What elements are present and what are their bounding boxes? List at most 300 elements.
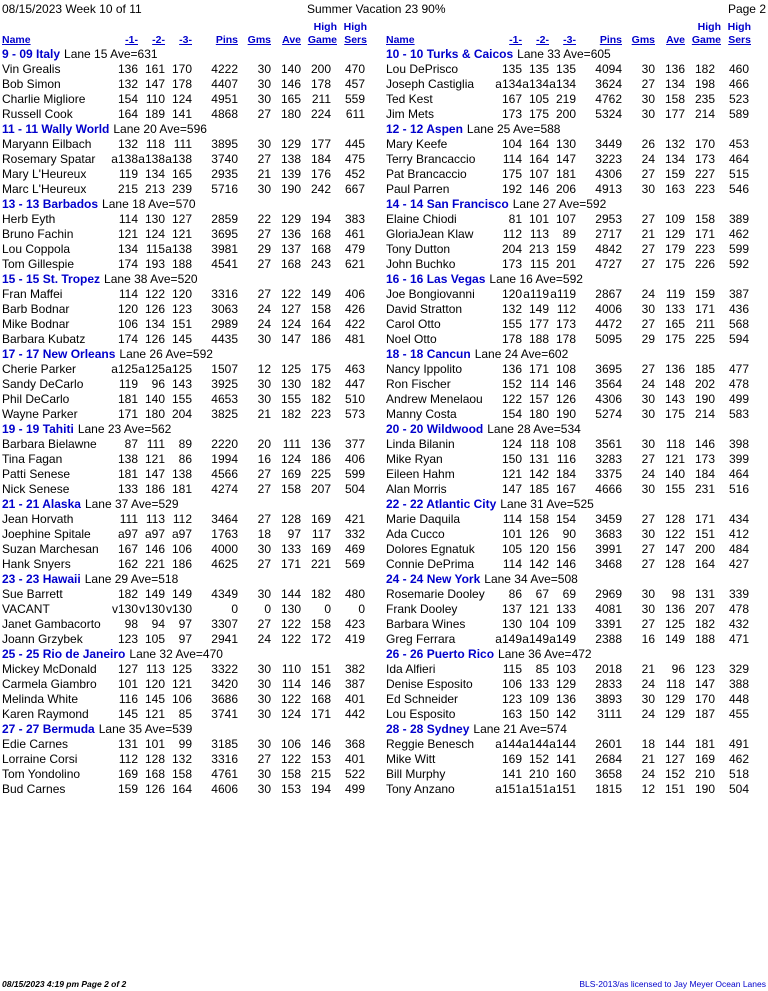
player-pins: 4349 [211, 587, 238, 601]
header-high-game-bottom: Game [691, 34, 721, 46]
header-name: Name [386, 34, 415, 46]
player-g3: 136 [555, 692, 576, 706]
player-name: Joseph Castiglia [386, 77, 475, 91]
player-pins: 5274 [595, 407, 622, 421]
player-gms: 27 [257, 482, 271, 496]
player-hg: 224 [310, 107, 331, 121]
player-row [2, 437, 383, 452]
team-heading [386, 197, 767, 212]
player-pins: 4541 [211, 257, 238, 271]
player-g3: 124 [171, 92, 192, 106]
player-ave: 128 [280, 512, 301, 526]
player-name: GloriaJean Klaw [386, 227, 474, 241]
player-ave: 168 [280, 257, 301, 271]
player-g1: 181 [117, 392, 138, 406]
player-g1: 154 [501, 407, 522, 421]
player-hg: 225 [694, 332, 715, 346]
player-g2: 185 [528, 482, 549, 496]
player-hg: 185 [694, 362, 715, 376]
player-gms: 12 [641, 782, 655, 796]
player-g2: 186 [144, 482, 165, 496]
team-heading [2, 347, 383, 362]
player-name: Melinda White [2, 692, 79, 706]
header-high-series-bottom: Sers [728, 34, 751, 46]
player-g1: 111 [119, 512, 138, 526]
player-pins: 2867 [595, 287, 622, 301]
player-g1: 116 [118, 692, 138, 706]
player-ave: 144 [664, 737, 685, 751]
player-g1: 174 [117, 332, 138, 346]
player-g3: 103 [555, 662, 576, 676]
player-hs: 568 [728, 317, 749, 331]
player-row [2, 242, 383, 257]
player-gms: 30 [641, 587, 655, 601]
player-gms: 16 [257, 452, 271, 466]
player-gms: 30 [257, 137, 271, 151]
player-name: Greg Ferrara [386, 632, 456, 646]
player-hs: 516 [728, 482, 749, 496]
player-gms: 30 [257, 62, 271, 76]
player-g2: 67 [535, 587, 549, 601]
player-ave: 155 [280, 392, 301, 406]
player-hg: 171 [694, 227, 715, 241]
team-lane-average: Lane 36 Ave=472 [498, 647, 592, 661]
player-ave: 130 [280, 602, 301, 616]
player-row [2, 752, 383, 767]
player-row [386, 437, 767, 452]
team-name: 12 - 12 Aspen [386, 122, 463, 136]
player-g1: 124 [501, 437, 522, 451]
player-gms: 27 [641, 317, 655, 331]
player-g3: 120 [171, 287, 192, 301]
player-hs: 455 [728, 707, 749, 721]
player-ave: 152 [664, 767, 685, 781]
player-name: Marc L'Heureux [2, 182, 87, 196]
player-row [2, 167, 383, 182]
player-gms: 16 [641, 632, 655, 646]
player-row [2, 482, 383, 497]
player-row [2, 632, 383, 647]
player-g3: 188 [171, 257, 192, 271]
player-g1: 81 [508, 212, 522, 226]
player-g1: 169 [501, 752, 522, 766]
player-pins: 4951 [211, 92, 238, 106]
team-lane-average: Lane 34 Ave=508 [484, 572, 578, 586]
player-g2: 118 [529, 437, 549, 451]
player-g3: 99 [178, 737, 192, 751]
player-hs: 515 [728, 167, 749, 181]
team-name: 28 - 28 Sydney [386, 722, 470, 736]
player-hg: 242 [310, 182, 331, 196]
player-hg: 231 [694, 482, 715, 496]
player-hg: 214 [694, 407, 715, 421]
player-g3: 111 [173, 137, 192, 151]
player-g2: 124 [144, 227, 165, 241]
player-g1: 150 [501, 452, 522, 466]
player-g2: 126 [144, 332, 165, 346]
player-hs: 0 [358, 602, 365, 616]
player-g1: 114 [118, 287, 138, 301]
team-heading [2, 572, 383, 587]
player-name: Eileen Hahm [386, 467, 455, 481]
header-pins: Pins [599, 34, 622, 46]
player-g2: 213 [144, 182, 165, 196]
player-hg: 226 [694, 257, 715, 271]
player-g1: 159 [117, 782, 138, 796]
player-g3: 181 [171, 482, 192, 496]
player-ave: 96 [671, 662, 685, 676]
player-row [2, 407, 383, 422]
player-ave: 124 [280, 452, 301, 466]
player-name: Nancy Ippolito [386, 362, 463, 376]
player-g2: 150 [528, 707, 549, 721]
player-name: Bruno Fachin [2, 227, 74, 241]
player-ave: 137 [280, 242, 301, 256]
player-pins: 3561 [595, 437, 622, 451]
player-gms: 18 [257, 527, 271, 541]
player-g2: a97 [144, 527, 165, 541]
player-gms: 30 [257, 92, 271, 106]
player-pins: 5716 [211, 182, 238, 196]
player-hs: 463 [344, 362, 365, 376]
player-pins: 1994 [211, 452, 238, 466]
player-row [2, 287, 383, 302]
team-heading [2, 122, 383, 137]
player-gms: 24 [641, 467, 655, 481]
player-g1: 137 [501, 602, 522, 616]
player-ave: 114 [281, 677, 301, 691]
right-column [386, 21, 767, 797]
player-name: Denise Esposito [386, 677, 473, 691]
player-g3: 201 [555, 257, 576, 271]
player-pins: 4727 [595, 257, 622, 271]
player-g1: 101 [501, 527, 522, 541]
player-ave: 119 [665, 287, 685, 301]
team-heading [386, 122, 767, 137]
player-name: Jean Horvath [2, 512, 74, 526]
header-games: Gms [631, 34, 655, 46]
player-name: Tina Fagan [2, 452, 63, 466]
player-g2: 126 [144, 782, 165, 796]
player-name: Patti Senese [2, 467, 71, 481]
player-gms: 30 [641, 392, 655, 406]
player-hs: 477 [728, 362, 749, 376]
team-heading [2, 422, 383, 437]
player-name: Mary L'Heureux [2, 167, 87, 181]
player-hs: 523 [728, 92, 749, 106]
player-ave: 121 [664, 452, 685, 466]
player-ave: 158 [280, 767, 301, 781]
player-g2: 157 [528, 392, 549, 406]
player-hg: 227 [694, 167, 715, 181]
player-name: Elaine Chiodi [386, 212, 457, 226]
player-pins: 3459 [595, 512, 622, 526]
player-g2: 130 [144, 212, 165, 226]
player-g3: 165 [171, 167, 192, 181]
player-hg: 207 [694, 602, 715, 616]
player-g1: 171 [117, 407, 138, 421]
player-name: Dolores Egnatuk [386, 542, 475, 556]
player-name: Sue Barrett [2, 587, 63, 601]
player-g3: 85 [178, 707, 192, 721]
player-g1: 134 [117, 242, 138, 256]
player-hg: 215 [310, 767, 331, 781]
player-hg: 151 [310, 662, 331, 676]
page-number: Page 2 [727, 2, 766, 16]
player-hg: 146 [694, 437, 715, 451]
team-lane-average: Lane 29 Ave=518 [84, 572, 179, 586]
player-pins: 3925 [211, 377, 238, 391]
player-name: David Stratton [386, 302, 463, 316]
player-ave: 132 [664, 137, 685, 151]
player-hg: 188 [694, 632, 715, 646]
player-g2: 110 [145, 92, 165, 106]
player-g1: 123 [501, 692, 522, 706]
player-hs: 332 [344, 527, 365, 541]
player-pins: 2601 [595, 737, 622, 751]
player-row [386, 152, 767, 167]
player-hg: 186 [310, 452, 331, 466]
player-name: Vin Grealis [2, 62, 61, 76]
player-hg: 182 [694, 62, 715, 76]
player-g3: 97 [178, 632, 192, 646]
player-name: Ada Cucco [386, 527, 445, 541]
player-row [2, 227, 383, 242]
player-g1: 155 [501, 317, 522, 331]
player-g2: 180 [528, 407, 549, 421]
team-name: 23 - 23 Hawaii [2, 572, 81, 586]
header-pins: Pins [215, 34, 238, 46]
player-gms: 27 [641, 362, 655, 376]
player-name: VACANT [2, 602, 50, 616]
player-hs: 466 [728, 77, 749, 91]
player-ave: 124 [280, 707, 301, 721]
team-list [386, 47, 767, 797]
player-ave: 139 [280, 167, 301, 181]
player-g3: 86 [178, 452, 192, 466]
player-name: Reggie Benesch [386, 737, 475, 751]
player-ave: 180 [280, 107, 301, 121]
player-hg: 158 [694, 212, 715, 226]
player-ave: 136 [664, 362, 685, 376]
player-g2: 134 [144, 317, 165, 331]
player-hg: 169 [310, 512, 331, 526]
player-row [2, 302, 383, 317]
player-pins: 3624 [595, 77, 622, 91]
player-name: Wayne Parker [2, 407, 78, 421]
player-hs: 462 [728, 227, 749, 241]
player-g1: 123 [117, 632, 138, 646]
player-hs: 453 [728, 137, 749, 151]
player-g3: 97 [178, 617, 192, 631]
player-row [386, 482, 767, 497]
player-hs: 518 [728, 767, 749, 781]
player-g3: 108 [555, 437, 576, 451]
player-gms: 22 [257, 212, 271, 226]
player-name: Ron Fischer [386, 377, 451, 391]
player-hg: 171 [694, 512, 715, 526]
player-gms: 27 [641, 257, 655, 271]
player-hg: 223 [310, 407, 331, 421]
player-gms: 24 [257, 317, 271, 331]
player-ave: 143 [664, 392, 685, 406]
player-gms: 27 [257, 257, 271, 271]
player-gms: 30 [257, 587, 271, 601]
player-hg: 153 [310, 752, 331, 766]
player-row [386, 707, 767, 722]
player-ave: 146 [280, 77, 301, 91]
player-pins: 4625 [211, 557, 238, 571]
player-row [2, 62, 383, 77]
player-hs: 368 [344, 737, 365, 751]
player-pins: 4868 [211, 107, 238, 121]
header-name: Name [2, 34, 31, 46]
player-hg: 190 [694, 392, 715, 406]
player-row [386, 587, 767, 602]
player-hg: 170 [694, 137, 715, 151]
player-name: Ted Kest [386, 92, 433, 106]
player-ave: 129 [664, 227, 685, 241]
player-g1: 121 [501, 467, 522, 481]
player-hg: 214 [694, 107, 715, 121]
team-heading [2, 722, 383, 737]
player-gms: 0 [264, 602, 271, 616]
player-g1: 105 [501, 542, 522, 556]
player-name: Connie DePrima [386, 557, 475, 571]
player-hg: 173 [694, 152, 715, 166]
player-name: Joephine Spitale [2, 527, 91, 541]
player-name: Barbara Bielawne [2, 437, 97, 451]
player-hg: 198 [694, 77, 715, 91]
player-g3: 219 [555, 92, 576, 106]
player-name: Lou DePrisco [386, 62, 459, 76]
header-high-game-top: High [697, 21, 721, 33]
player-hg: 146 [310, 677, 331, 691]
player-g1: 119 [118, 167, 138, 181]
player-name: Marie Daquila [386, 512, 461, 526]
player-g1: 114 [118, 212, 138, 226]
player-pins: 3564 [595, 377, 622, 391]
player-ave: 148 [664, 377, 685, 391]
player-name: Lou Esposito [386, 707, 456, 721]
player-ave: 149 [664, 632, 685, 646]
player-g3: a151 [549, 782, 576, 796]
player-hs: 377 [344, 437, 365, 451]
player-g3: 109 [555, 617, 576, 631]
player-g1: a134 [495, 77, 522, 91]
player-hg: 182 [694, 617, 715, 631]
player-row [386, 92, 767, 107]
player-g3: 151 [171, 317, 192, 331]
player-g3: 138 [171, 467, 192, 481]
player-gms: 24 [257, 302, 271, 316]
player-g2: 221 [144, 557, 165, 571]
player-ave: 122 [280, 752, 301, 766]
team-list [2, 47, 383, 797]
player-g2: 120 [528, 542, 549, 556]
player-row [386, 692, 767, 707]
player-ave: 134 [664, 77, 685, 91]
player-hs: 471 [728, 632, 749, 646]
player-g3: 156 [555, 542, 576, 556]
player-g3: 178 [555, 332, 576, 346]
player-hg: 182 [310, 377, 331, 391]
player-g3: 200 [555, 107, 576, 121]
player-g2: 146 [144, 542, 165, 556]
player-pins: 4606 [211, 782, 238, 796]
player-g1: 106 [117, 317, 138, 331]
player-pins: 4306 [595, 167, 622, 181]
player-name: Noel Otto [386, 332, 437, 346]
player-row [386, 302, 767, 317]
team-heading [2, 197, 383, 212]
player-g1: 215 [117, 182, 138, 196]
team-heading [386, 497, 767, 512]
player-hg: 223 [694, 242, 715, 256]
player-row [386, 767, 767, 782]
player-g3: 132 [171, 752, 192, 766]
player-hs: 469 [344, 542, 365, 556]
player-g2: 118 [145, 137, 165, 151]
player-hg: 184 [310, 152, 331, 166]
player-pins: 4000 [211, 542, 238, 556]
player-name: Frank Dooley [386, 602, 458, 616]
player-gms: 27 [641, 212, 655, 226]
player-name: Mickey McDonald [2, 662, 97, 676]
player-gms: 30 [641, 107, 655, 121]
player-pins: 4653 [211, 392, 238, 406]
player-hs: 510 [344, 392, 365, 406]
player-gms: 21 [257, 167, 271, 181]
player-hg: 235 [694, 92, 715, 106]
player-hs: 594 [728, 332, 749, 346]
player-name: Alan Morris [386, 482, 447, 496]
player-gms: 27 [257, 557, 271, 571]
player-hg: 170 [694, 692, 715, 706]
player-row [2, 587, 383, 602]
player-hg: 159 [694, 287, 715, 301]
player-hs: 611 [345, 107, 365, 121]
player-g2: v130 [138, 602, 165, 616]
player-g3: 178 [171, 77, 192, 91]
player-pins: 3464 [211, 512, 238, 526]
player-hs: 422 [344, 317, 365, 331]
player-gms: 30 [641, 602, 655, 616]
player-g1: 86 [508, 587, 522, 601]
player-hs: 445 [344, 137, 365, 151]
player-gms: 30 [641, 62, 655, 76]
player-pins: 2935 [211, 167, 238, 181]
player-ave: 133 [280, 542, 301, 556]
player-pins: 3063 [211, 302, 238, 316]
player-g1: 87 [124, 437, 138, 451]
player-g3: v130 [165, 602, 192, 616]
team-heading [386, 647, 767, 662]
player-g2: 147 [144, 467, 165, 481]
player-name: Lou Coppola [2, 242, 71, 256]
player-pins: 3316 [211, 752, 238, 766]
player-pins: 2388 [595, 632, 622, 646]
player-g2: 85 [535, 662, 549, 676]
player-g2: 188 [528, 332, 549, 346]
player-g3: a149 [549, 632, 576, 646]
player-name: Suzan Marchesan [2, 542, 99, 556]
header-game1: -1- [509, 34, 522, 46]
player-name: Fran Maffei [2, 287, 63, 301]
player-row [2, 107, 383, 122]
player-pins: 2684 [595, 752, 622, 766]
team-name: 25 - 25 Rio de Janeiro [2, 647, 126, 661]
